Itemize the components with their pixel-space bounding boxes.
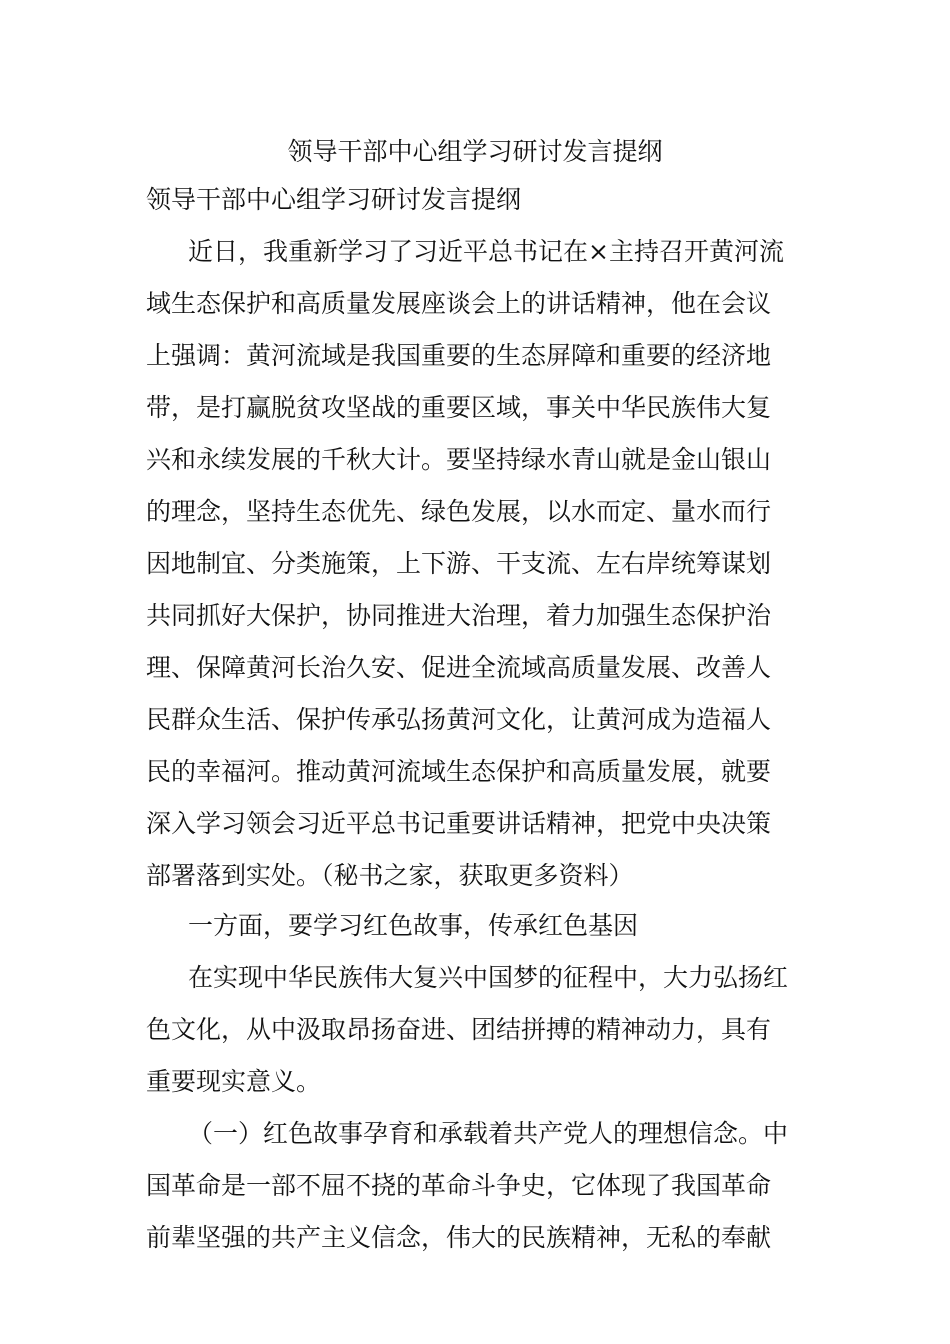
paragraph-line: 民群众生活、保护传承弘扬黄河文化，让黄河成为造福人	[146, 705, 772, 734]
paragraph-line: 色文化，从中汲取昂扬奋进、团结拼搏的精神动力，具有	[146, 1015, 772, 1044]
paragraph-line: 兴和永续发展的千秋大计。要坚持绿水青山就是金山银山	[146, 445, 772, 474]
paragraph-line: 深入学习领会习近平总书记重要讲话精神，把党中央决策	[146, 809, 772, 838]
paragraph-line: 重要现实意义。	[146, 1067, 322, 1096]
paragraph-line: 在实现中华民族伟大复兴中国梦的征程中，大力弘扬红	[188, 963, 789, 992]
document-subtitle: 领导干部中心组学习研讨发言提纲	[146, 185, 522, 214]
paragraph-line: 共同抓好大保护，协同推进大治理，着力加强生态保护治	[146, 601, 772, 630]
paragraph-line: 前辈坚强的共产主义信念，伟大的民族精神，无私的奉献	[146, 1223, 772, 1252]
paragraph-line: 理、保障黄河长治久安、促进全流域高质量发展、改善人	[146, 653, 772, 682]
paragraph-line: 因地制宜、分类施策，上下游、干支流、左右岸统筹谋划	[146, 549, 772, 578]
paragraph-line: 部署落到实处。（秘书之家，获取更多资料）	[146, 861, 634, 890]
section-heading: 一方面，要学习红色故事，传承红色基因	[188, 911, 639, 940]
document-body	[146, 180, 816, 1258]
paragraph-line: 国革命是一部不屈不挠的革命斗争史，它体现了我国革命	[146, 1171, 772, 1200]
paragraph-line: 上强调：黄河流域是我国重要的生态屏障和重要的经济地	[146, 341, 772, 370]
paragraph-line: 域生态保护和高质量发展座谈会上的讲话精神，他在会议	[146, 289, 772, 318]
paragraph-line: 民的幸福河。推动黄河流域生态保护和高质量发展，就要	[146, 757, 772, 786]
paragraph-line: 带，是打赢脱贫攻坚战的重要区域，事关中华民族伟大复	[146, 393, 772, 422]
paragraph-line: （一）红色故事孕育和承载着共产党人的理想信念。中	[188, 1119, 789, 1148]
document-title: 领导干部中心组学习研讨发言提纲	[287, 137, 663, 166]
paragraph-line: 近日，我重新学习了习近平总书记在×主持召开黄河流	[188, 237, 784, 266]
paragraph-line: 的理念，坚持生态优先、绿色发展，以水而定、量水而行	[146, 497, 772, 526]
